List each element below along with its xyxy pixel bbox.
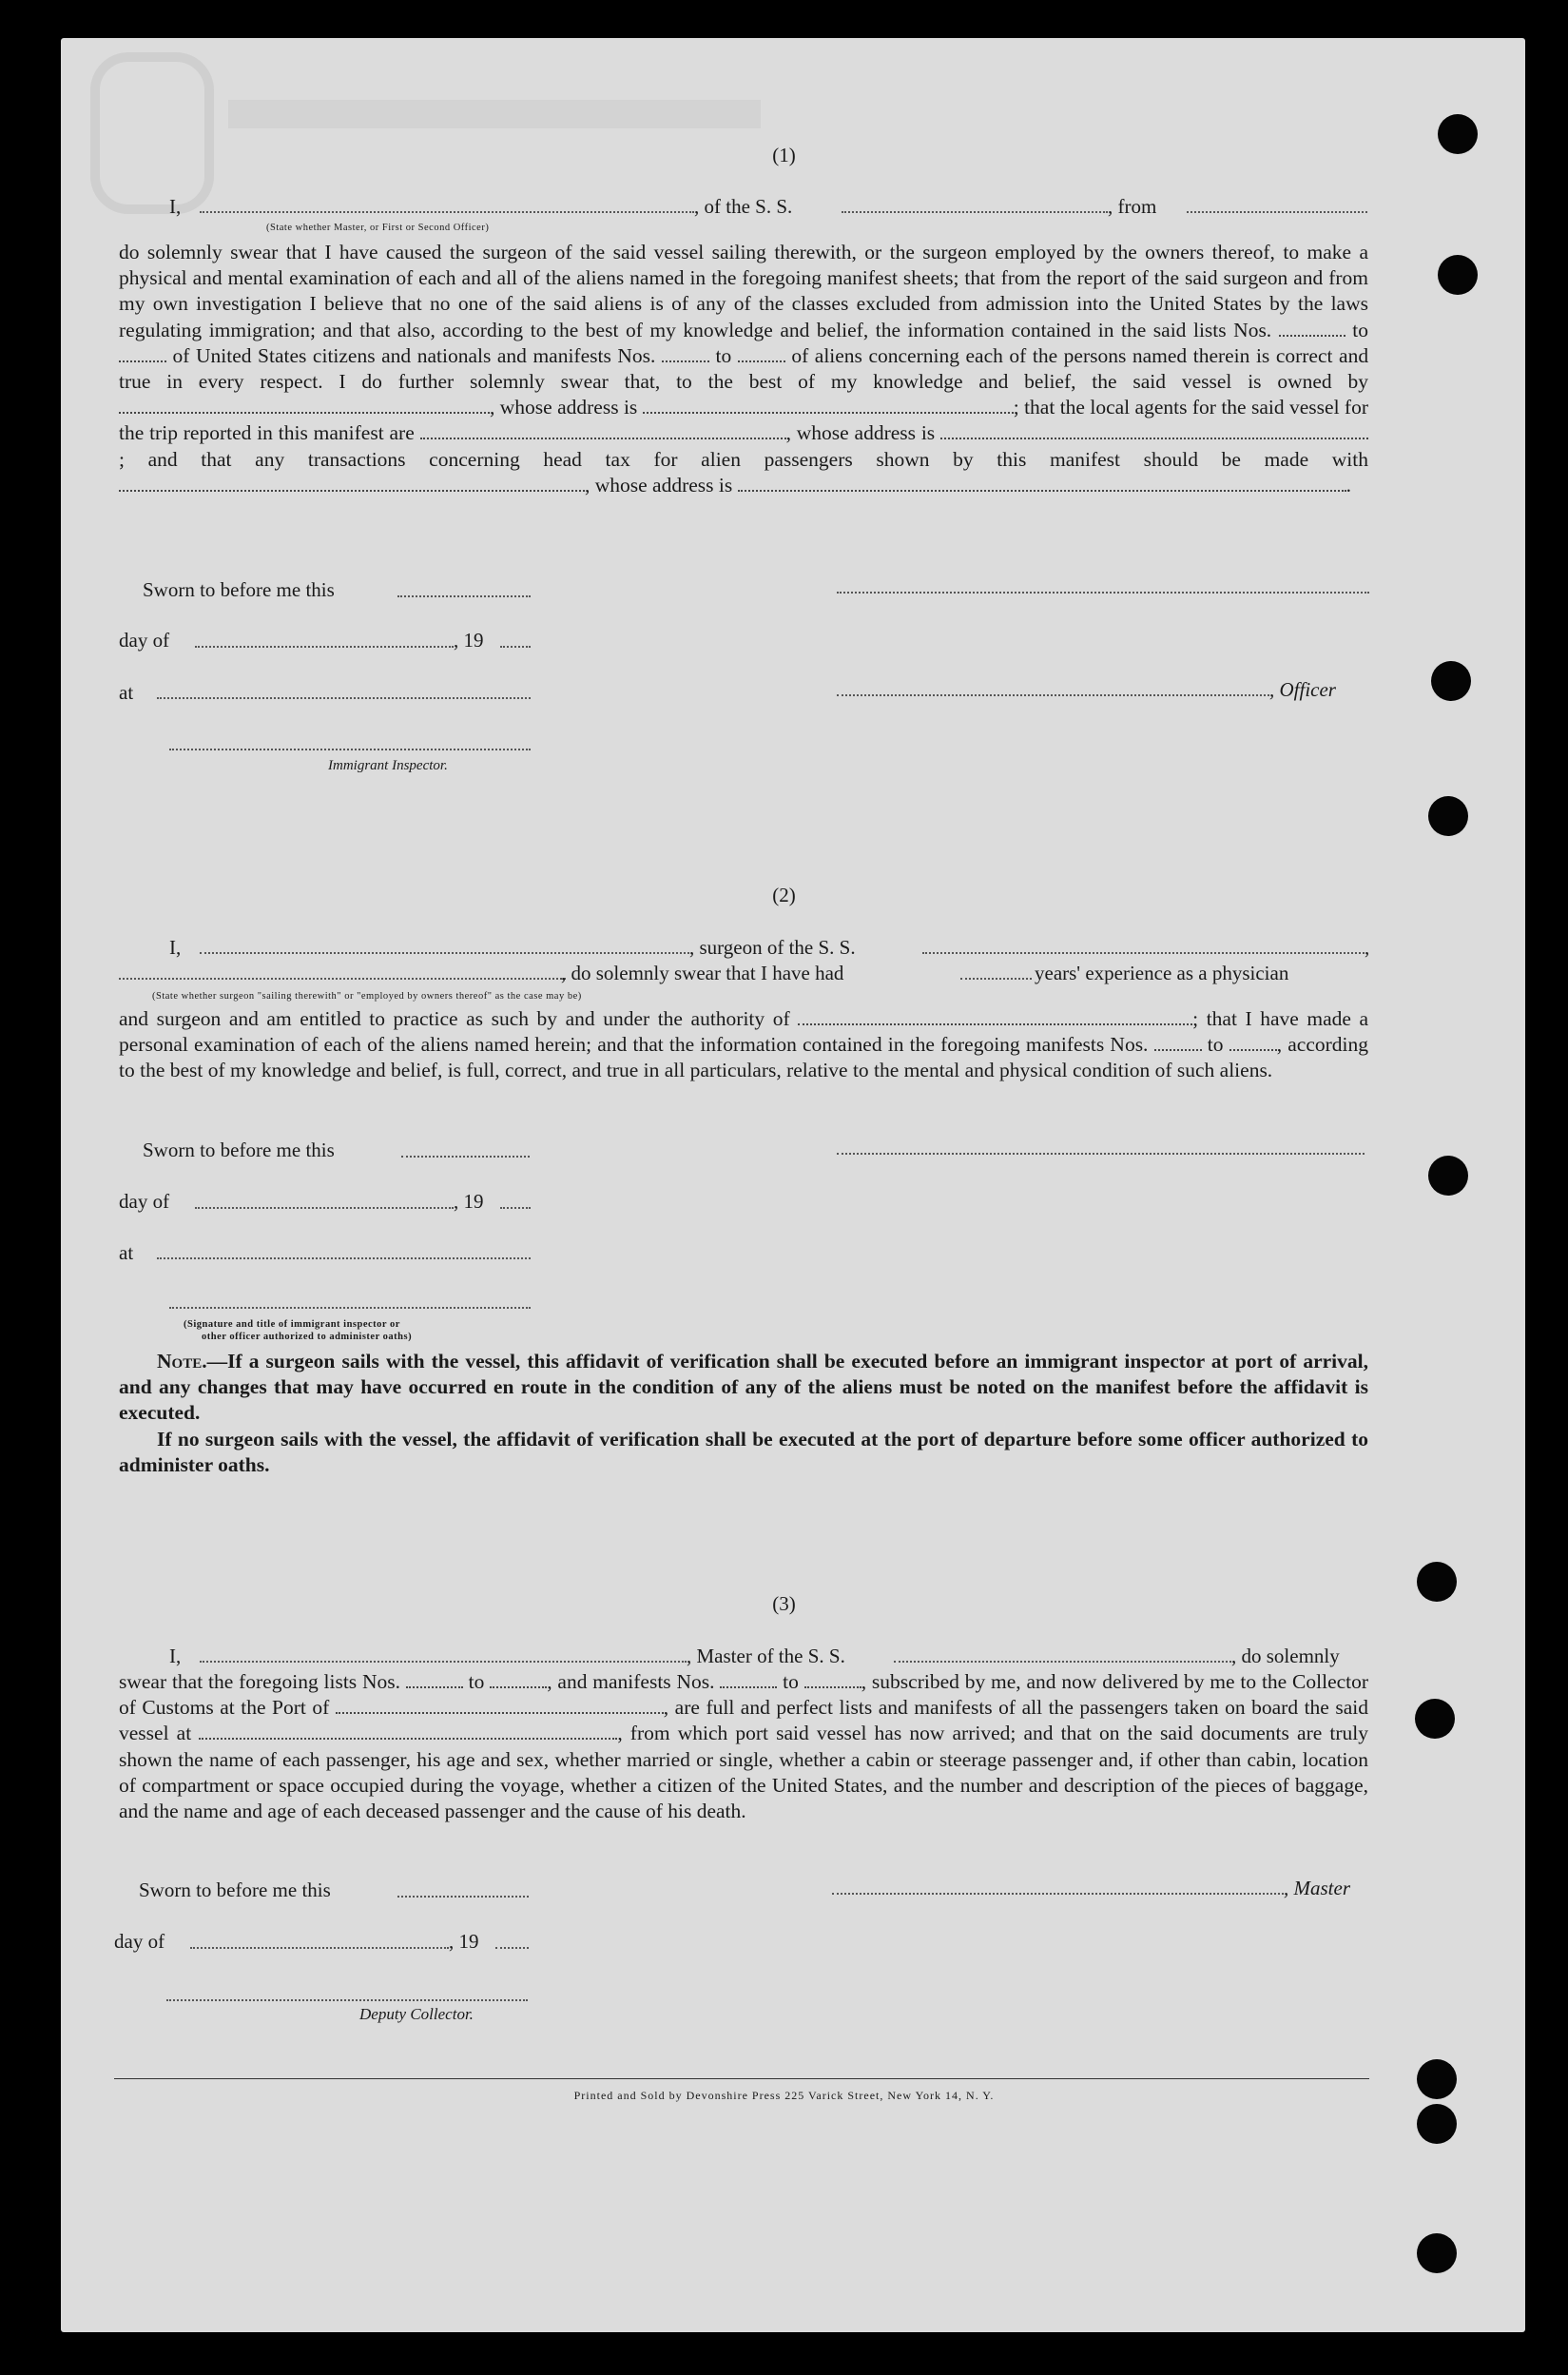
master-name-blank[interactable] — [200, 1661, 687, 1663]
month-blank[interactable] — [195, 646, 454, 648]
punch-hole-icon — [1417, 2104, 1457, 2144]
section-number: (2) — [772, 884, 796, 906]
inspector-label: Immigrant Inspector. — [328, 758, 448, 773]
punch-hole-icon — [1428, 796, 1468, 836]
month-blank[interactable] — [190, 1947, 449, 1949]
from-blank[interactable] — [1187, 211, 1367, 213]
year-label: , 19 — [449, 1930, 479, 1953]
officer-label: , Officer — [1269, 678, 1336, 701]
day-of-label: day of — [114, 1930, 165, 1953]
sworn-day-blank[interactable] — [401, 1156, 530, 1158]
signature-blank[interactable] — [837, 592, 1369, 594]
punch-hole-icon — [1415, 1699, 1455, 1739]
year-blank[interactable] — [495, 1947, 529, 1949]
at-label: at — [119, 1241, 134, 1264]
footer-rule — [114, 2078, 1369, 2079]
place-blank[interactable] — [157, 697, 531, 699]
officer-blank[interactable] — [837, 694, 1269, 696]
years-blank[interactable] — [960, 978, 1032, 980]
sworn-day-blank[interactable] — [397, 595, 531, 597]
note-paragraph: Note.—If a surgeon sails with the vessel, this affidavit of verification shall be executed before an immigrant inspector at port of arrival, and any changes that may have occurred en route in the condition of any of the aliens must be noted on the manifest before the affidavit is executed. — [119, 1350, 1368, 1424]
surgeon-vessel-label: , surgeon of the S. S. — [689, 936, 856, 959]
signature-note: (Signature and title of immigrant inspector or — [184, 1319, 400, 1330]
master-note: (State whether Master, or First or Second Officer) — [266, 223, 490, 233]
sworn-label: Sworn to before me this — [143, 578, 335, 601]
year-label: , 19 — [454, 629, 484, 652]
section-number: (1) — [772, 144, 796, 166]
surgeon-name-blank[interactable] — [200, 952, 689, 954]
note-paragraph: If no surgeon sails with the vessel, the affidavit of verification shall be executed at the port of departure before some officer authorized to administer oaths. — [119, 1428, 1368, 1476]
year-blank[interactable] — [500, 1207, 531, 1209]
surgeon-vessel-blank[interactable] — [922, 952, 1365, 954]
printer-imprint: Printed and Sold by Devonshire Press 225 Varick Street, New York 14, N. Y. — [573, 2089, 995, 2102]
collector-label: Deputy Collector. — [359, 2005, 474, 2023]
section1-paragraph: do solemnly swear that I have caused the surgeon of the said vessel sailing therewith, or the surgeon employed by the owners thereof, to make a physical and mental examination of each and all of the aliens named in the foregoing manifest sheets; that from the report of the said surgeon and from my own investigation I believe that no one of the said aliens is of any of the classes excluded from admission into the United States by the laws regulating immigration; and that also, according to the best of my knowledge and belief, the information contained in the said lists Nos. to of United States citizens and nationals and manifests Nos. to of aliens concerning each of the persons named therein is correct and true in every respect. I do further solemnly swear that, to the best of my knowledge and belief, the said vessel is owned by , whose address is ; that the local agents for the said vessel for the trip reported in this manifest are , whose address is ; and that any transactions concerning head tax for alien passengers shown by this manifest should be made with , whose address is . — [119, 241, 1369, 496]
do-solemnly-label: , do solemnly — [1231, 1645, 1340, 1667]
master-vessel-label: , Master of the S. S. — [687, 1645, 845, 1667]
from-label: , from — [1108, 195, 1157, 218]
at-label: at — [119, 681, 134, 704]
day-of-label: day of — [119, 1190, 170, 1213]
section3-paragraph: swear that the foregoing lists Nos. to , and manifests Nos. to , subscribed by me, and now delivered by me to the Collector of Customs at the Port of , are full and perfect lists and manifests of all the passengers taken on board the said vessel at , from which port said vessel has now arrived; and that on the said documents are truly shown the name of each passenger, his age and sex, whether married or single, whether a cabin or steerage passenger and, if other than cabin, location of compartment or space occupied during the voyage, whether a citizen of the United States, and the number and description of the pieces of baggage, and the name and age of each deceased passenger and the cause of his death. — [119, 1670, 1369, 1823]
section-number: (3) — [772, 1592, 796, 1615]
witness-signature-blank[interactable] — [169, 1307, 531, 1309]
sworn-day-blank[interactable] — [397, 1896, 529, 1898]
oath-intro: I, — [169, 1645, 182, 1667]
sworn-label: Sworn to before me this — [143, 1139, 335, 1161]
bleed-through-header-icon — [228, 100, 761, 128]
years-label: years' experience as a physician — [1035, 962, 1289, 984]
master-vessel-blank[interactable] — [894, 1661, 1231, 1663]
oath-intro: I, — [169, 936, 182, 959]
swear-label: , do solemnly swear that I have had — [561, 962, 844, 984]
master-label: , Master — [1284, 1877, 1350, 1899]
punch-hole-icon — [1438, 255, 1478, 295]
collector-signature-blank[interactable] — [166, 1999, 528, 2001]
oath-intro: I, — [169, 195, 182, 218]
name-blank[interactable] — [200, 211, 694, 213]
vessel-blank[interactable] — [842, 211, 1108, 213]
signature-blank[interactable] — [837, 1153, 1365, 1155]
surgeon-type-blank[interactable] — [119, 978, 566, 980]
month-blank[interactable] — [195, 1207, 454, 1209]
punch-hole-icon — [1428, 1156, 1468, 1196]
day-of-label: day of — [119, 629, 170, 652]
punch-hole-icon — [1431, 661, 1471, 701]
year-label: , 19 — [454, 1190, 484, 1213]
signature-note: other officer authorized to administer oaths) — [202, 1332, 413, 1342]
surgeon-note: (State whether surgeon "sailing therewith" or "employed by owners thereof" as the case may be) — [152, 991, 582, 1002]
section2-paragraph: and surgeon and am entitled to practice as such by and under the authority of ; that I have made a personal examination of each of the aliens named herein; and that the information contained in the foregoing manifests Nos. to , according to the best of my knowledge and belief, is full, correct, and true in all particulars, relative to the mental and physical condition of such aliens. — [119, 1007, 1368, 1082]
sworn-label: Sworn to before me this — [139, 1879, 331, 1901]
year-blank[interactable] — [500, 646, 531, 648]
punch-hole-icon — [1417, 2233, 1457, 2273]
inspector-blank[interactable] — [169, 749, 531, 750]
master-signature-blank[interactable] — [832, 1893, 1284, 1895]
bleed-through-stamp-icon — [90, 52, 214, 214]
vessel-label: , of the S. S. — [694, 195, 793, 218]
place-blank[interactable] — [157, 1257, 531, 1259]
